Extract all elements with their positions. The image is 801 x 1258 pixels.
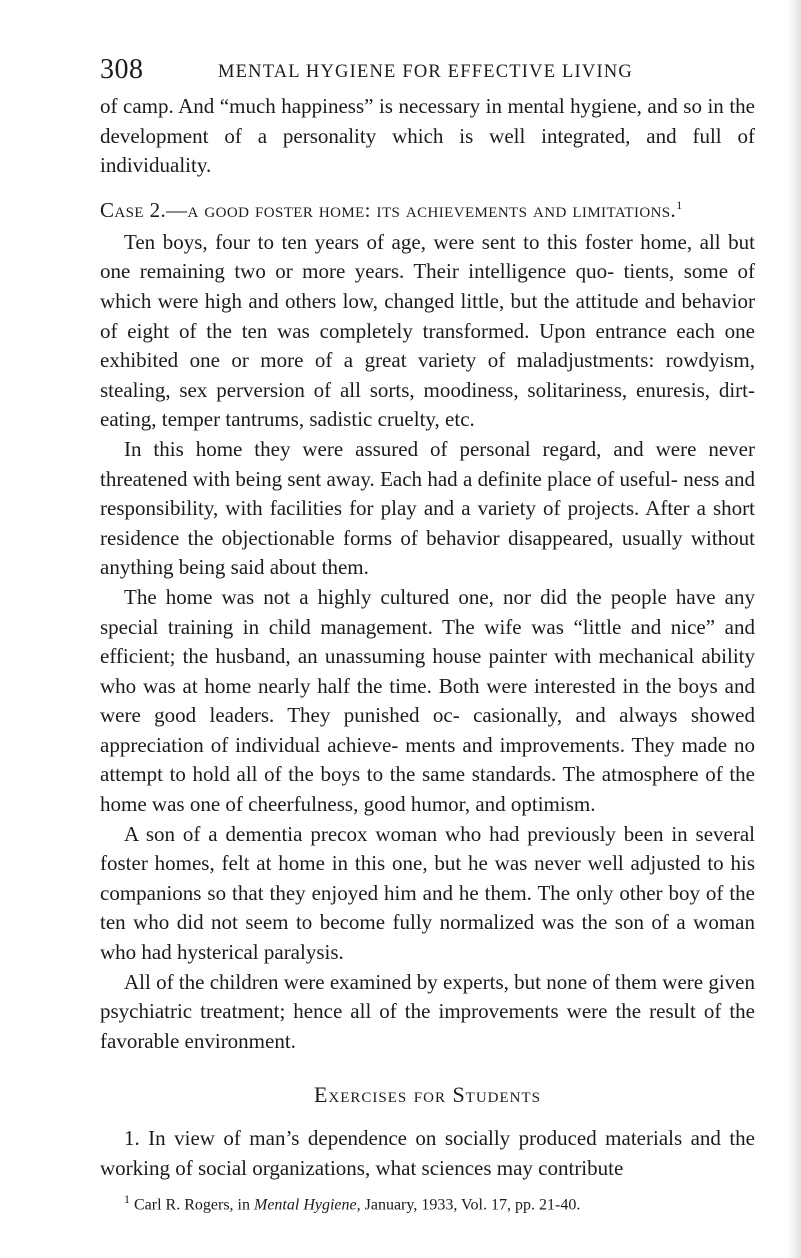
paragraph-home-description: The home was not a highly cultured one, nor did the people have any special training in child management. The wife was “little and nice” and efficient; the husband, an unassuming house painter with mechanical ability who was at home nearly half the time. Both were interested in the boys and were good leaders. They punished oc- casionally, and always showed appreciation of individual achieve- ments and improvements. They made no attempt to hold all of the boys to the same standards. The atmosphere of the home was one of cheerfulness, good humor, and optimism. (100, 584, 755, 817)
paragraph-boys: Ten boys, four to ten years of age, were sent to this foster home, all but one remaining two or more years. Their intelligence quo- tients, some of which were high and others low, changed little, but the attitude and behavior of eight of the ten was completely transformed. Upon entrance each one exhibited one or more of a great variety of maladjustments: rowdyism, stealing, sex perversion of all sorts, moodiness, solitariness, enuresis, dirt-eating, temper tantrums, sadistic cruelty, etc. (100, 229, 755, 432)
exercises-title: Exercises for Students (313, 1082, 542, 1108)
exercise-1: 1. In view of man’s dependence on socially produced materials and the working of social organizations, what sciences may contribute (100, 1126, 755, 1180)
page-number: 308 (100, 54, 144, 85)
footnote-text-after: January, 1933, Vol. 17, pp. 21-40. (360, 1195, 581, 1213)
footnote-text-before: Carl R. Rogers, in (134, 1195, 254, 1213)
page-header (100, 52, 755, 92)
paragraph-continuation: of camp. And “much happiness” is necessary in mental hygiene, and so in the development of a personality which is well integrated, and full of individuality. (100, 94, 755, 178)
footnote (100, 1188, 755, 1216)
paragraph-home-regard: In this home they were assured of personal regard, and were never threatened with being sent away. Each had a definite place of useful- ness and responsibility, with facilities for play and a variety of projects. After a short residence the objectionable forms of behavior disappeared, usually without anything being said about them. (100, 436, 755, 580)
running-head: MENTAL HYGIENE FOR EFFECTIVE LIVING (218, 62, 633, 82)
case-heading (100, 191, 755, 225)
paragraph-experts: All of the children were examined by experts, but none of them were given psychiatric treatment; hence all of the improvements were the result of the favorable environment. (100, 969, 755, 1053)
page-edge-shadow (787, 0, 801, 1258)
book-page (100, 52, 755, 1216)
footnote-marker: 1 (676, 197, 683, 212)
footnote-journal-title: Mental Hygiene, (254, 1195, 361, 1213)
case-heading-text: Case 2.—a good foster home: its achievements and limitations. (100, 197, 677, 222)
footnote-number: 1 (124, 1191, 130, 1206)
paragraph-dementia-son: A son of a dementia precox woman who had previously been in several foster homes, felt at home in this one, but he was never well adjusted to his companions so that they enjoyed him and he them. The only other boy of the ten who did not seem to become fully normalized was the son of a woman who had hysterical paralysis. (100, 821, 755, 965)
